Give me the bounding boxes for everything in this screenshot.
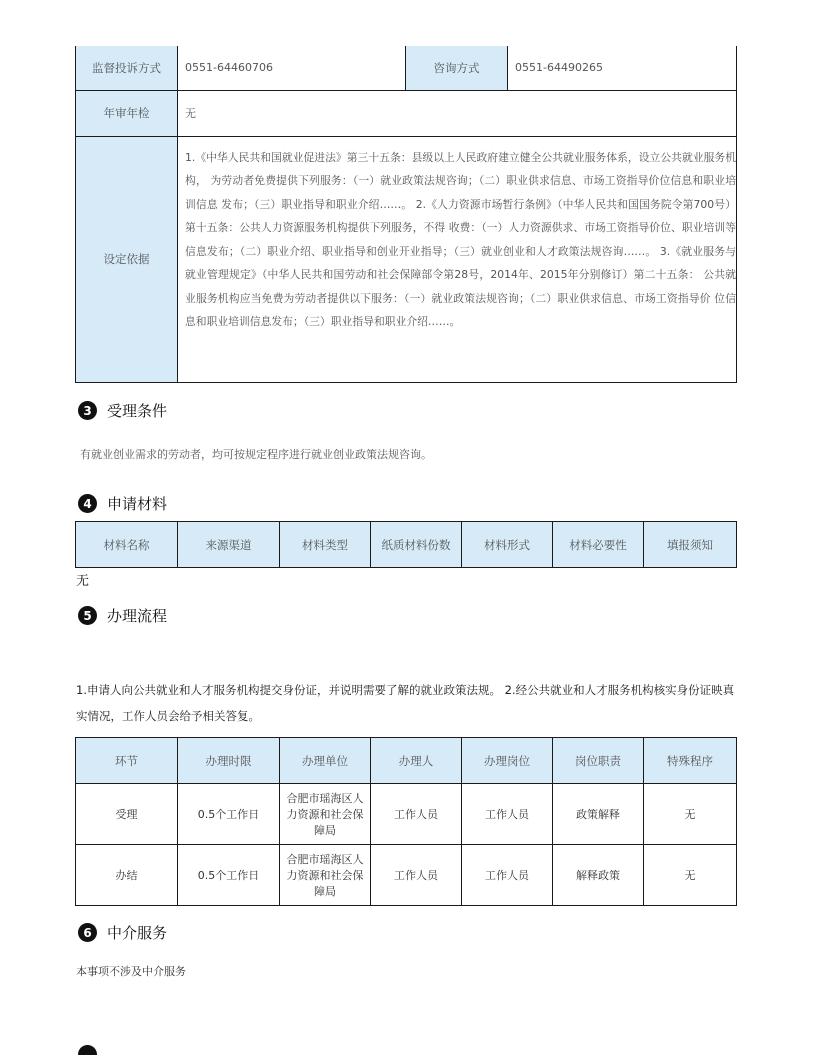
materials-empty-text: 无 — [76, 574, 90, 589]
section-title: 受理条件 — [107, 402, 168, 420]
materials-table — [75, 521, 737, 568]
basis-label: 设定依据 — [76, 136, 178, 382]
column-header: 材料必要性 — [553, 522, 644, 568]
column-header: 材料类型 — [280, 522, 371, 568]
table-cell: 工作人员 — [371, 845, 462, 906]
column-header: 办理单位 — [280, 738, 371, 784]
consult-label: 咨询方式 — [406, 46, 508, 90]
consult-value: 0551-64490265 — [508, 46, 737, 90]
section-number-badge: 5 — [78, 606, 97, 625]
column-header: 来源渠道 — [178, 522, 280, 568]
process-text: 1.申请人向公共就业和人才服务机构提交身份证，并说明需要了解的就业政策法规。 2.经公共就业和人才服务机构核实身份证映真实情况，工作人员会给予相关答复。 — [76, 683, 735, 723]
section-number-badge: 6 — [78, 923, 97, 942]
column-header: 办理时限 — [178, 738, 280, 784]
section3-text: 有就业创业需求的劳动者，均可按规定程序进行就业创业政策法规咨询。 — [80, 448, 432, 461]
table-row — [76, 46, 737, 90]
info-table — [75, 46, 737, 383]
annual-review-value: 无 — [178, 90, 737, 136]
table-cell: 工作人员 — [371, 784, 462, 845]
column-header: 特殊程序 — [644, 738, 737, 784]
section-number-badge: 4 — [78, 494, 97, 513]
column-header: 材料形式 — [462, 522, 553, 568]
table-header-row — [76, 738, 737, 784]
section5-heading — [78, 605, 167, 626]
column-header: 纸质材料份数 — [371, 522, 462, 568]
table-cell: 0.5个工作日 — [178, 784, 280, 845]
section-title: 办理流程 — [107, 607, 168, 625]
basis-value: 1.《中华人民共和国就业促进法》第三十五条：县级以上人民政府建立健全公共就业服务体系，设立公共就业服务机构， 为劳动者免费提供下列服务：（一）就业政策法规咨询；（二）职业供求信息、市场工资指导价位信息和职业培训信息 发布；（三）职业指导和职业介绍……。 2.《人力资源市场暂行条例》（中华人民共和国国务院令第700号）第十五条：公共人力资源服务机构提供下列服务，不得 收费：（一）人力资源供求、市场工资指导价位、职业培训等信息发布；（二）职业介绍、职业指导和创业开业指导；（三）就业创业和人才政策法规咨询……。 3.《就业服务与就业管理规定》（中华人民共和国劳动和社会保障部令第28号，2014年、2015年分别修订）第二十五条： 公共就业服务机构应当免费为劳动者提供以下服务：（一）就业政策法规咨询；（二）职业供求信息、市场工资指导价 位信息和职业培训信息发布；（三）职业指导和职业介绍……。 — [178, 136, 737, 382]
table-row — [76, 784, 737, 845]
section-title: 申请材料 — [107, 495, 168, 513]
column-header: 办理岗位 — [462, 738, 553, 784]
table-row — [76, 136, 737, 382]
table-cell: 办结 — [76, 845, 178, 906]
table-header-row — [76, 522, 737, 568]
process-table — [75, 737, 737, 906]
table-cell: 无 — [644, 784, 737, 845]
table-cell: 工作人员 — [462, 784, 553, 845]
table-cell: 受理 — [76, 784, 178, 845]
column-header: 办理人 — [371, 738, 462, 784]
column-header: 材料名称 — [76, 522, 178, 568]
complaint-value: 0551-64460706 — [178, 46, 406, 90]
table-cell: 政策解释 — [553, 784, 644, 845]
table-cell: 解释政策 — [553, 845, 644, 906]
section3-heading — [78, 400, 167, 421]
table-row — [76, 90, 737, 136]
complaint-label: 监督投诉方式 — [76, 46, 178, 90]
section-number-badge: 3 — [78, 401, 97, 420]
section6-heading — [78, 922, 167, 943]
section-title: 中介服务 — [107, 924, 168, 942]
annual-review-label: 年审年检 — [76, 90, 178, 136]
table-cell: 0.5个工作日 — [178, 845, 280, 906]
table-row — [76, 845, 737, 906]
column-header: 岗位职责 — [553, 738, 644, 784]
table-cell: 合肥市瑶海区人力资源和社会保障局 — [280, 784, 371, 845]
next-section-bullet-partial — [78, 1045, 97, 1055]
column-header: 环节 — [76, 738, 178, 784]
column-header: 填报须知 — [644, 522, 737, 568]
table-cell: 工作人员 — [462, 845, 553, 906]
table-cell: 合肥市瑶海区人力资源和社会保障局 — [280, 845, 371, 906]
table-cell: 无 — [644, 845, 737, 906]
section4-heading — [78, 493, 167, 514]
section6-text: 本事项不涉及中介服务 — [76, 965, 186, 978]
